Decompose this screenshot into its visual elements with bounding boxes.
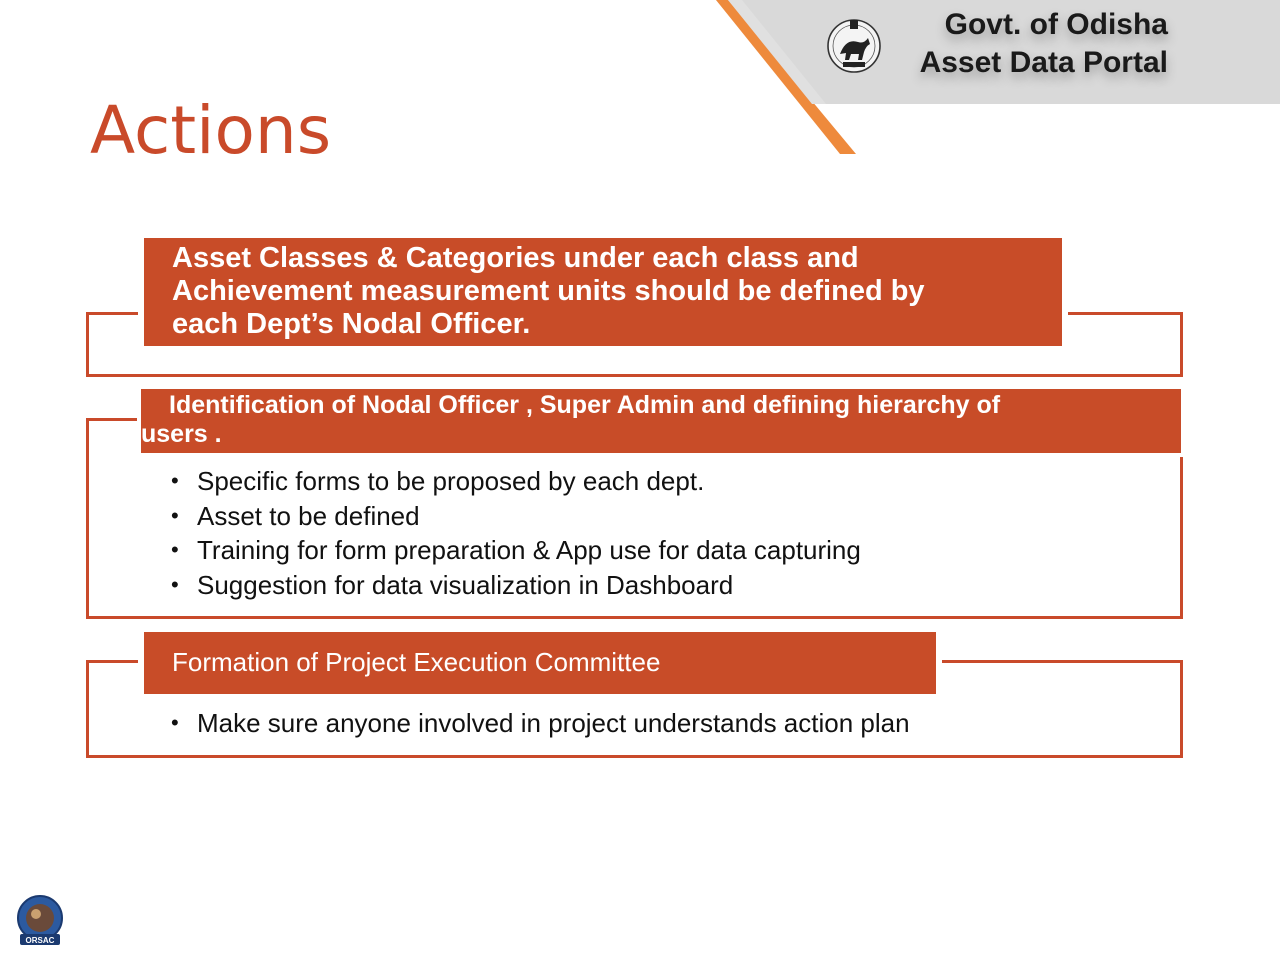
page-title: Actions <box>90 92 332 169</box>
banner-line-portal: Asset Data Portal <box>919 46 1168 79</box>
section-2-bullet-list <box>171 464 861 602</box>
section-2-heading-line-1: Identification of Nodal Officer , Super Admin and defining hierarchy of <box>169 391 1001 419</box>
list-item: • Asset to be defined <box>171 499 861 534</box>
section-1-heading <box>144 238 1062 346</box>
section-3-heading <box>144 632 936 694</box>
list-item: • Suggestion for data visualization in Dashboard <box>171 568 861 603</box>
orsac-logo-text: ORSAC <box>25 936 55 945</box>
section-1-heading-line-2: Achievement measurement units should be defined by <box>172 275 925 307</box>
section-2-heading <box>141 389 1181 453</box>
banner-line-org: Govt. of Odisha <box>944 8 1168 41</box>
section-2-heading-line-2: users . <box>141 420 222 448</box>
orsac-logo-icon <box>14 894 66 946</box>
section-1-heading-line-1: Asset Classes & Categories under each class and <box>172 242 859 274</box>
list-item: • Make sure anyone involved in project understands action plan <box>171 706 910 741</box>
section-3-bullet-list <box>171 706 910 741</box>
list-item: • Training for form preparation & App use for data capturing <box>171 533 861 568</box>
section-3-heading-line-1: Formation of Project Execution Committee <box>172 647 661 677</box>
banner-title <box>920 6 1168 82</box>
list-item: • Specific forms to be proposed by each dept. <box>171 464 861 499</box>
section-1-heading-line-3: each Dept’s Nodal Officer. <box>172 308 531 340</box>
state-emblem-icon <box>826 14 882 76</box>
